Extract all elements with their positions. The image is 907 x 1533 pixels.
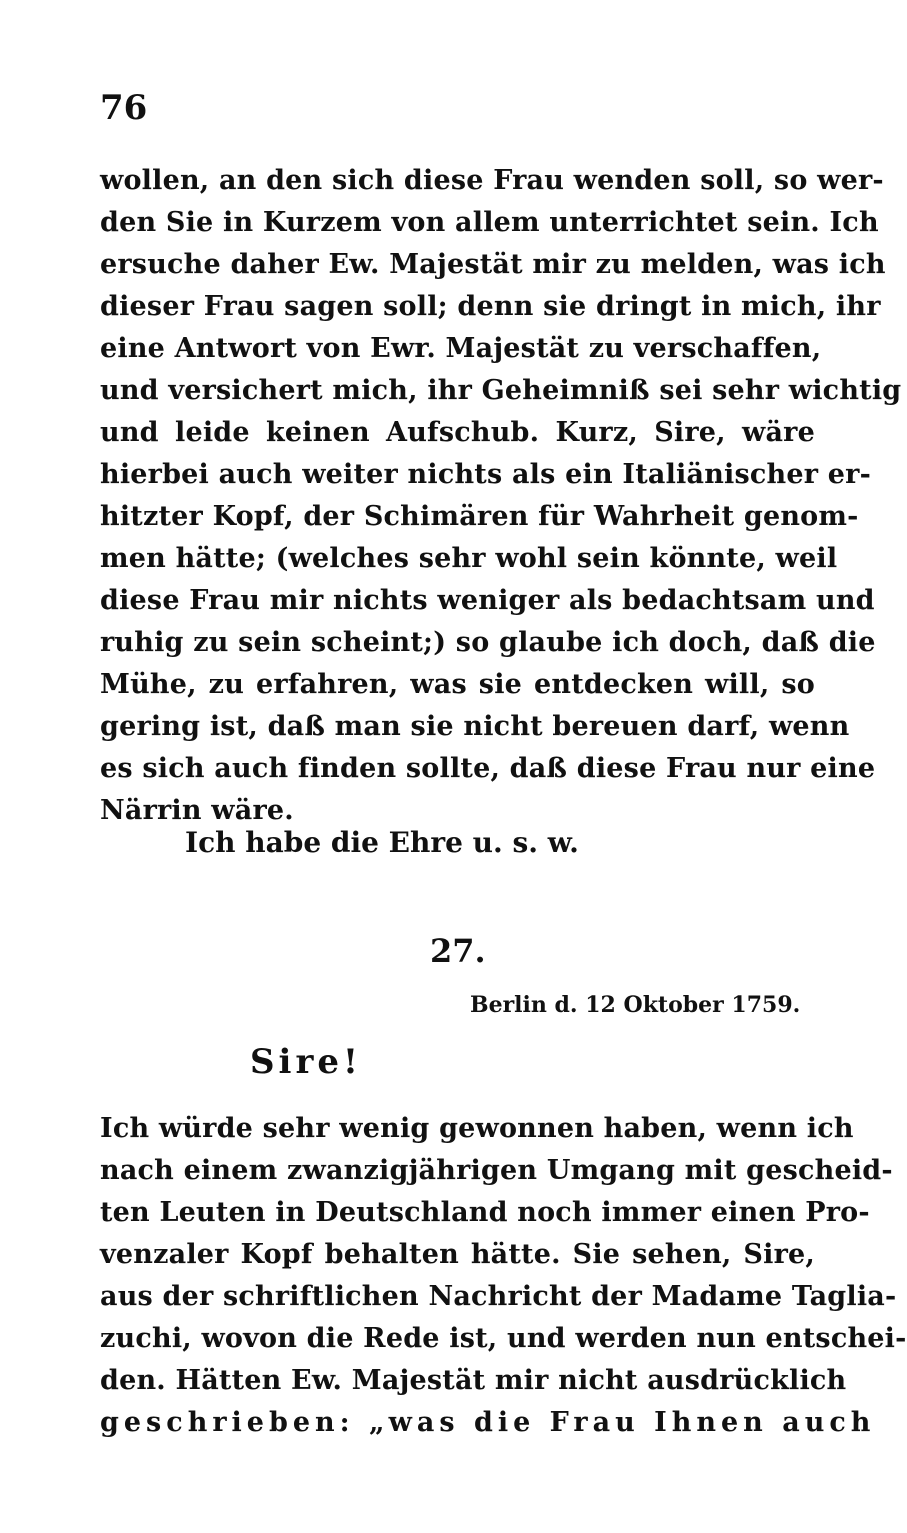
text-line: ersuche daher Ew. Majestät mir zu melden, was ich bbox=[100, 249, 886, 280]
text-line: ten Leuten in Deutschland noch immer einen Pro- bbox=[100, 1197, 870, 1228]
text-line: zuchi, wovon die Rede ist, und werden nun entschei- bbox=[100, 1323, 907, 1354]
letter-number: 27. bbox=[430, 932, 486, 970]
text-line: es sich auch finden sollte, daß diese Frau nur eine bbox=[100, 753, 876, 784]
text-line: geschrieben: „was die Frau Ihnen auch bbox=[100, 1407, 876, 1438]
text-line: men hätte; (welches sehr wohl sein könnte, weil bbox=[100, 543, 838, 574]
text-line: den Sie in Kurzem von allem unterrichtet sein. Ich bbox=[100, 207, 879, 238]
text-line: diese Frau mir nichts weniger als bedachtsam und bbox=[100, 585, 875, 616]
text-line: venzaler Kopf behalten hätte. Sie sehen, Sire, bbox=[100, 1239, 815, 1270]
page-number: 76 bbox=[100, 88, 148, 128]
text-line: ruhig zu sein scheint;) so glaube ich doch, daß die bbox=[100, 627, 876, 658]
letter-salutation: Sire! bbox=[250, 1042, 362, 1082]
text-line: hierbei auch weiter nichts als ein Italiänischer er- bbox=[100, 459, 871, 490]
text-line: und leide keinen Aufschub. Kurz, Sire, wäre bbox=[100, 417, 815, 448]
text-line: eine Antwort von Ewr. Majestät zu verschaffen, bbox=[100, 333, 822, 364]
text-line: dieser Frau sagen soll; denn sie dringt in mich, ihr bbox=[100, 291, 881, 322]
text-line: hitzter Kopf, der Schimären für Wahrheit genom- bbox=[100, 501, 859, 532]
text-line: und versichert mich, ihr Geheimniß sei sehr wichtig bbox=[100, 375, 902, 406]
text-line: gering ist, daß man sie nicht bereuen darf, wenn bbox=[100, 711, 850, 742]
paragraph-continued-letter bbox=[100, 160, 902, 832]
text-line: nach einem zwanzigjährigen Umgang mit gescheid- bbox=[100, 1155, 893, 1186]
text-line: den. Hätten Ew. Majestät mir nicht ausdrücklich bbox=[100, 1365, 847, 1396]
text-line: wollen, an den sich diese Frau wenden soll, so wer- bbox=[100, 165, 884, 196]
letter-dateline: Berlin d. 12 Oktober 1759. bbox=[470, 992, 801, 1018]
text-line: Mühe, zu erfahren, was sie entdecken will, so bbox=[100, 669, 815, 700]
text-line: Ich würde sehr wenig gewonnen haben, wenn ich bbox=[100, 1113, 854, 1144]
text-line: Närrin wäre. bbox=[100, 795, 294, 826]
paragraph-new-letter bbox=[100, 1108, 907, 1444]
letter-closing: Ich habe die Ehre u. s. w. bbox=[185, 826, 579, 859]
text-line: aus der schriftlichen Nachricht der Madame Taglia- bbox=[100, 1281, 897, 1312]
